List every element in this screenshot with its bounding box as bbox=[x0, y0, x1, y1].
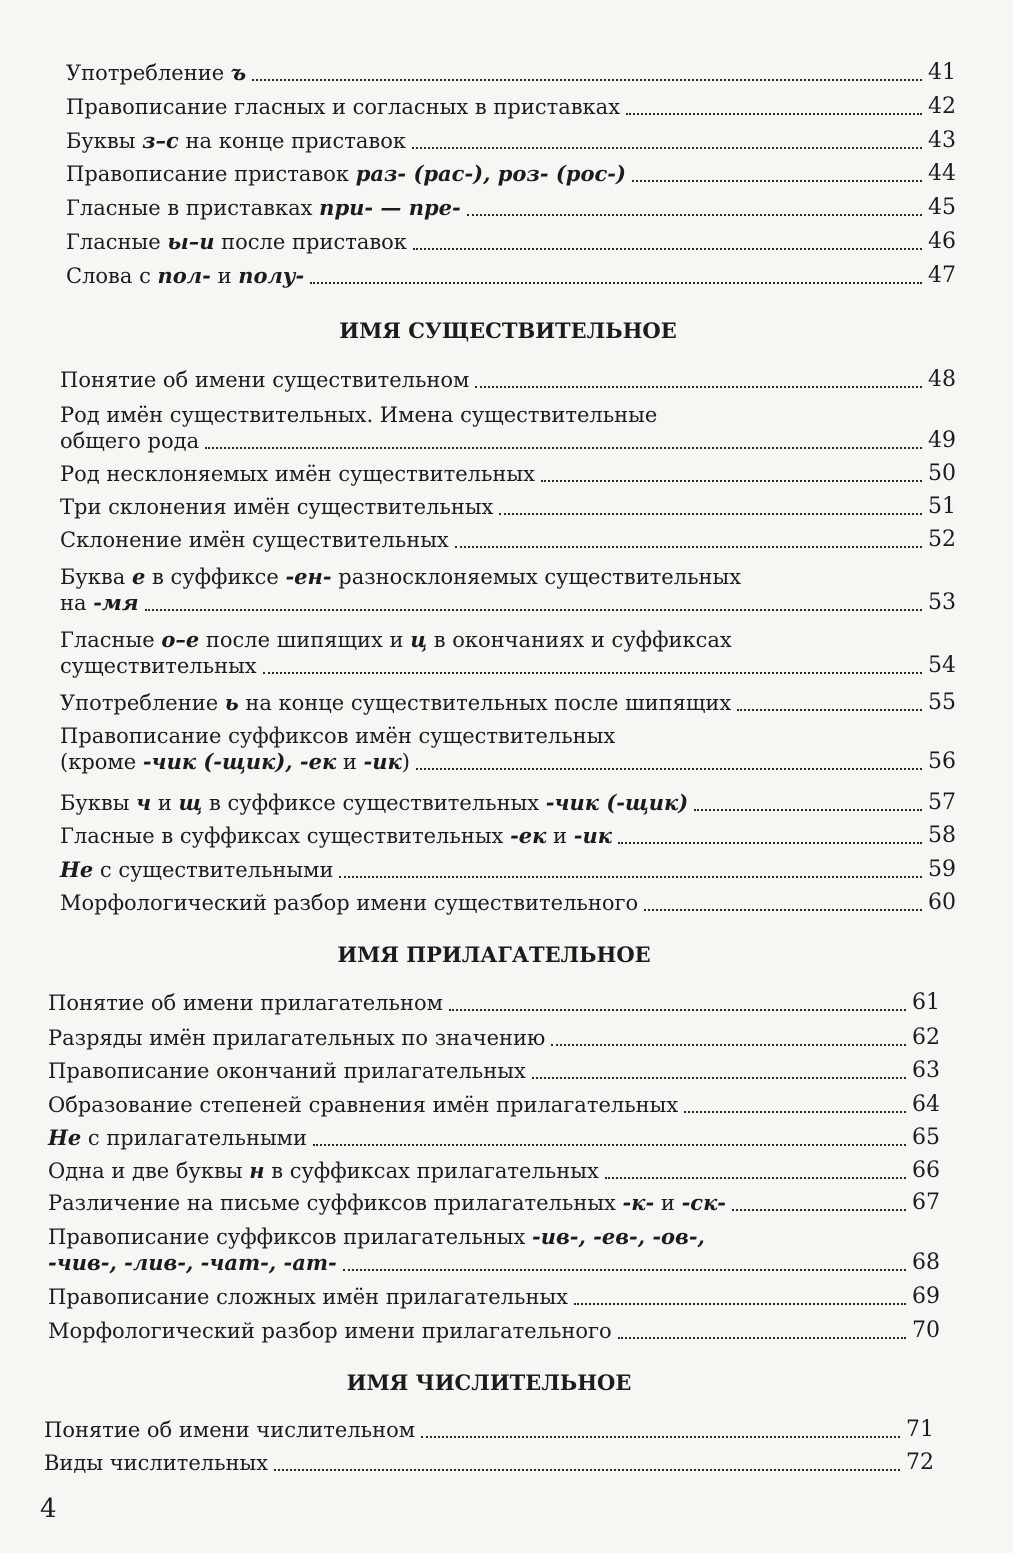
dot-leader bbox=[313, 1144, 906, 1146]
dot-leader bbox=[626, 113, 922, 115]
toc-entry-title: Правописание сложных имён прилагательных bbox=[48, 1285, 569, 1309]
dot-leader bbox=[412, 147, 922, 149]
toc-entry-title: Понятие об имени прилагательном bbox=[48, 991, 443, 1015]
toc-entry-title: -чив-, -лив-, -чат-, -ат- bbox=[48, 1250, 337, 1275]
toc-entry[interactable] bbox=[66, 94, 956, 120]
toc-page-number: 62 bbox=[912, 1025, 940, 1050]
page-number: 4 bbox=[40, 1494, 57, 1524]
dot-leader bbox=[618, 842, 922, 844]
toc-entry-title-line1: Правописание суффиксов имён существительных bbox=[60, 724, 616, 748]
dot-leader bbox=[449, 1009, 906, 1011]
toc-entry[interactable] bbox=[48, 1284, 940, 1310]
dot-leader bbox=[605, 1177, 906, 1179]
dot-leader bbox=[145, 609, 922, 611]
toc-entry-title: Понятие об имени числительном bbox=[44, 1418, 416, 1442]
dot-leader bbox=[455, 546, 922, 548]
toc-page-number: 50 bbox=[928, 461, 956, 486]
dot-leader bbox=[413, 248, 922, 250]
toc-entry-title: Различение на письме суффиксов прилагательных -к- и -ск- bbox=[48, 1190, 726, 1215]
toc-page-number: 49 bbox=[928, 428, 956, 453]
dot-leader bbox=[737, 709, 922, 711]
toc-entry-title: Виды числительных bbox=[44, 1451, 269, 1475]
dot-leader bbox=[339, 876, 922, 878]
toc-entry-title: Слова с пол- и полу- bbox=[66, 263, 305, 288]
toc-entry-title: Употребление ъ bbox=[66, 60, 247, 85]
dot-leader bbox=[644, 909, 922, 911]
dot-leader bbox=[732, 1209, 906, 1211]
toc-entry[interactable] bbox=[60, 461, 956, 487]
toc-entry[interactable] bbox=[60, 823, 956, 849]
toc-entry[interactable] bbox=[48, 1158, 940, 1184]
toc-page-number: 69 bbox=[912, 1284, 940, 1309]
toc-page-number: 48 bbox=[928, 367, 956, 392]
dot-leader bbox=[310, 282, 922, 284]
dot-leader bbox=[632, 180, 922, 182]
toc-entry[interactable] bbox=[60, 627, 956, 679]
toc-entry-title: Не с существительными bbox=[60, 857, 334, 882]
toc-entry[interactable] bbox=[48, 1092, 940, 1118]
toc-page-number: 55 bbox=[928, 690, 956, 715]
toc-entry-title: Склонение имён существительных bbox=[60, 528, 449, 552]
toc-page-number: 67 bbox=[912, 1190, 940, 1215]
toc-entry[interactable] bbox=[48, 990, 940, 1016]
toc-entry-title: Род несклоняемых имён существительных bbox=[60, 462, 535, 486]
dot-leader bbox=[467, 214, 922, 216]
toc-entry[interactable] bbox=[60, 564, 956, 616]
toc-entry-title: Понятие об имени существительном bbox=[60, 368, 470, 392]
toc-entry-title: Гласные в приставках при- — пре- bbox=[66, 195, 461, 220]
toc-page-number: 44 bbox=[928, 161, 956, 186]
toc-page-number: 63 bbox=[912, 1058, 940, 1083]
toc-page-number: 43 bbox=[928, 128, 956, 153]
toc-entry[interactable] bbox=[66, 128, 956, 154]
toc-entry-title: Разряды имён прилагательных по значению bbox=[48, 1026, 546, 1050]
toc-entry-title: Гласные ы–и после приставок bbox=[66, 229, 407, 254]
section-heading: ИМЯ СУЩЕСТВИТЕЛЬНОЕ bbox=[339, 318, 677, 343]
toc-page-number: 65 bbox=[912, 1125, 940, 1150]
toc-page-number: 53 bbox=[928, 590, 956, 615]
toc-entry[interactable] bbox=[60, 890, 956, 916]
toc-entry-title: Три склонения имён существительных bbox=[60, 495, 494, 519]
dot-leader bbox=[541, 480, 922, 482]
toc-entry[interactable] bbox=[48, 1318, 940, 1344]
toc-entry-title: Образование степеней сравнения имён прилагательных bbox=[48, 1093, 679, 1117]
toc-entry-title-line1: Род имён существительных. Имена существительные bbox=[60, 403, 658, 427]
dot-leader bbox=[694, 809, 922, 811]
toc-entry-title: Буквы ч и щ в суффиксе существительных -чик (-щик) bbox=[60, 790, 689, 815]
toc-page-number: 52 bbox=[928, 527, 956, 552]
toc-entry-title: общего рода bbox=[60, 429, 200, 453]
toc-entry[interactable] bbox=[44, 1450, 934, 1476]
dot-leader bbox=[551, 1044, 906, 1046]
toc-entry-title-line1: Буква е в суффиксе -ен- разносклоняемых существительных bbox=[60, 564, 742, 589]
toc-entry[interactable] bbox=[66, 195, 956, 221]
toc-page-number: 54 bbox=[928, 653, 956, 678]
toc-entry[interactable] bbox=[48, 1190, 940, 1216]
toc-entry[interactable] bbox=[66, 229, 956, 255]
dot-leader bbox=[343, 1269, 906, 1271]
toc-page-number: 56 bbox=[928, 749, 956, 774]
toc-entry[interactable] bbox=[44, 1417, 934, 1443]
toc-entry[interactable] bbox=[60, 527, 956, 553]
toc-entry[interactable] bbox=[48, 1224, 940, 1276]
toc-entry-title: Правописание окончаний прилагательных bbox=[48, 1059, 526, 1083]
toc-page-number: 57 bbox=[928, 790, 956, 815]
toc-entry-title: Морфологический разбор имени существительного bbox=[60, 891, 639, 915]
toc-page-number: 66 bbox=[912, 1158, 940, 1183]
toc-page-number: 42 bbox=[928, 94, 956, 119]
toc-entry[interactable] bbox=[60, 790, 956, 816]
toc-entry-title: Одна и две буквы н в суффиксах прилагательных bbox=[48, 1158, 599, 1183]
toc-entry-title: Правописание гласных и согласных в приставках bbox=[66, 95, 621, 119]
dot-leader bbox=[252, 79, 922, 81]
toc-entry[interactable] bbox=[60, 723, 956, 775]
dot-leader bbox=[499, 513, 922, 515]
dot-leader bbox=[263, 672, 922, 674]
toc-entry[interactable] bbox=[60, 690, 956, 716]
toc-page-number: 45 bbox=[928, 195, 956, 220]
toc-page-number: 47 bbox=[928, 263, 956, 288]
toc-page-number: 61 bbox=[912, 990, 940, 1015]
toc-entry[interactable] bbox=[48, 1025, 940, 1051]
toc-entry[interactable] bbox=[60, 367, 956, 393]
toc-page-number: 72 bbox=[906, 1450, 934, 1475]
toc-page-number: 71 bbox=[906, 1417, 934, 1442]
toc-page-number: 41 bbox=[928, 60, 956, 85]
toc-entry[interactable] bbox=[66, 60, 956, 86]
toc-page-number: 58 bbox=[928, 823, 956, 848]
toc-entry[interactable] bbox=[48, 1058, 940, 1084]
section-heading: ИМЯ ПРИЛАГАТЕЛЬНОЕ bbox=[337, 942, 651, 967]
toc-entry-title: Не с прилагательными bbox=[48, 1125, 307, 1150]
dot-leader bbox=[475, 386, 922, 388]
toc-page-number: 60 bbox=[928, 890, 956, 915]
toc-entry[interactable] bbox=[60, 494, 956, 520]
dot-leader bbox=[421, 1436, 900, 1438]
dot-leader bbox=[574, 1303, 906, 1305]
toc-entry-title: Буквы з–с на конце приставок bbox=[66, 128, 406, 153]
dot-leader bbox=[416, 768, 922, 770]
toc-entry[interactable] bbox=[60, 402, 956, 454]
toc-page-number: 68 bbox=[912, 1250, 940, 1275]
dot-leader bbox=[618, 1337, 906, 1339]
toc-entry-title: (кроме -чик (-щик), -ек и -ик) bbox=[60, 749, 410, 774]
dot-leader bbox=[532, 1077, 906, 1079]
toc-entry-title: существительных bbox=[60, 654, 257, 678]
toc-entry-title: Гласные в суффиксах существительных -ек и -ик bbox=[60, 823, 612, 848]
toc-page-number: 51 bbox=[928, 494, 956, 519]
toc-entry-title-line1: Правописание суффиксов прилагательных -ив-, -ев-, -ов-, bbox=[48, 1224, 705, 1249]
toc-entry[interactable] bbox=[66, 161, 956, 187]
toc-entry[interactable] bbox=[60, 857, 956, 883]
toc-entry[interactable] bbox=[48, 1125, 940, 1151]
toc-entry-title: на -мя bbox=[60, 590, 139, 615]
toc-entry-title: Правописание приставок раз- (рас-), роз- (рос-) bbox=[66, 161, 626, 186]
toc-page-number: 59 bbox=[928, 857, 956, 882]
toc-page-number: 70 bbox=[912, 1318, 940, 1343]
toc-page-number: 64 bbox=[912, 1092, 940, 1117]
toc-entry[interactable] bbox=[66, 263, 956, 289]
dot-leader bbox=[274, 1469, 900, 1471]
dot-leader bbox=[205, 447, 922, 449]
toc-entry-title-line1: Гласные о–е после шипящих и ц в окончаниях и суффиксах bbox=[60, 627, 732, 652]
dot-leader bbox=[684, 1111, 906, 1113]
section-heading: ИМЯ ЧИСЛИТЕЛЬНОЕ bbox=[346, 1370, 632, 1395]
toc-page-number: 46 bbox=[928, 229, 956, 254]
toc-entry-title: Употребление ь на конце существительных после шипящих bbox=[60, 690, 732, 715]
toc-entry-title: Морфологический разбор имени прилагательного bbox=[48, 1319, 612, 1343]
